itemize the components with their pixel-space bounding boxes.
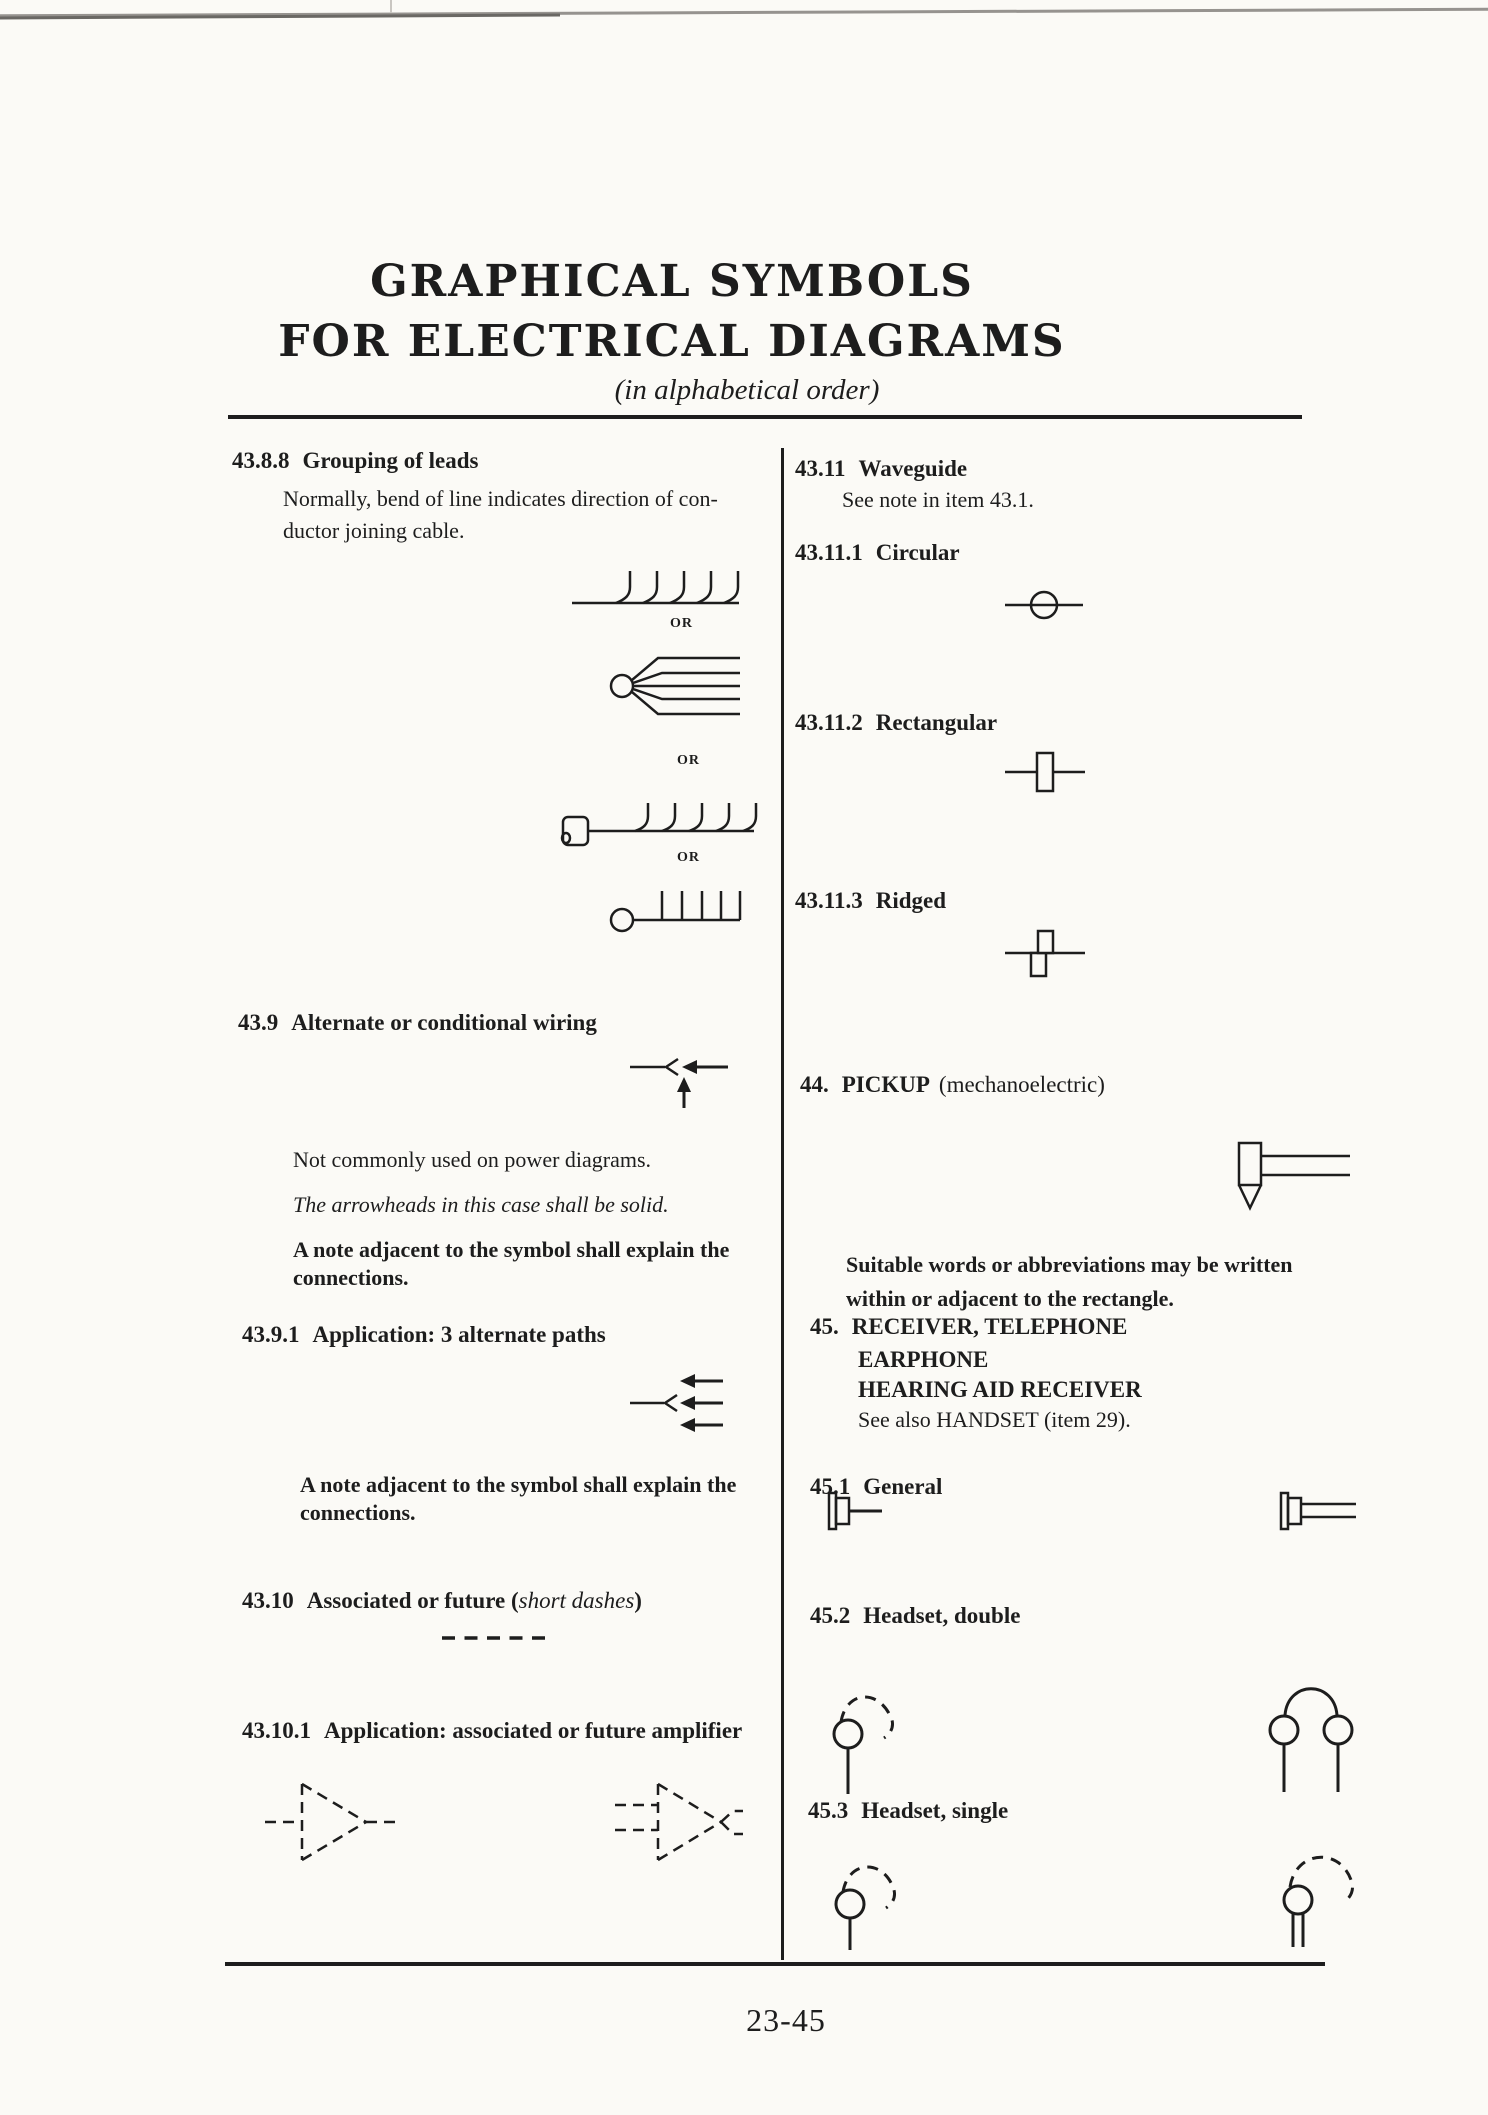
section-heading-45-2 bbox=[810, 1603, 1020, 1629]
headset-single-symbol-right bbox=[1268, 1845, 1363, 1950]
section-heading-43-11-3 bbox=[795, 888, 946, 914]
section-title: Rectangular bbox=[875, 710, 998, 735]
section-number: 43.10.1 bbox=[242, 1718, 311, 1743]
leads-bend-symbol bbox=[572, 566, 742, 606]
page-subtitle: (in alphabetical order) bbox=[614, 374, 880, 406]
waveguide-circular-symbol bbox=[1005, 586, 1083, 624]
section-title: RECEIVER, TELEPHONE bbox=[851, 1314, 1128, 1339]
section-body-line: ductor joining cable. bbox=[283, 518, 465, 543]
section-title: Headset, single bbox=[861, 1798, 1009, 1823]
note-text-bold: within or adjacent to the rectangle. bbox=[846, 1286, 1174, 1311]
section-number: 43.10 bbox=[242, 1588, 294, 1613]
section-number: 44. bbox=[800, 1072, 829, 1097]
section-number: 43.11.3 bbox=[795, 888, 863, 913]
section-number: 45.3 bbox=[808, 1798, 849, 1823]
section-heading-43-11-2 bbox=[795, 710, 997, 736]
note-text-bold: connections. bbox=[300, 1500, 416, 1525]
page-number: 23-45 bbox=[746, 2002, 826, 2038]
section-note: See also HANDSET (item 29). bbox=[858, 1407, 1131, 1432]
section-heading-43-10-1 bbox=[242, 1718, 742, 1744]
headset-double-symbol-left bbox=[828, 1676, 908, 1796]
note-text-italic: The arrowheads in this case shall be solid. bbox=[293, 1192, 669, 1217]
section-number: 43.11 bbox=[795, 456, 846, 481]
section-heading-43-9 bbox=[238, 1010, 597, 1036]
page-title-line2: FOR ELECTRICAL DIAGRAMS bbox=[278, 316, 1066, 367]
section-number: 45. bbox=[810, 1314, 839, 1339]
section-number: 43.8.8 bbox=[232, 448, 290, 473]
section-title: Ridged bbox=[875, 888, 947, 913]
section-number: 43.11.1 bbox=[795, 540, 863, 565]
section-title: Alternate or conditional wiring bbox=[291, 1010, 597, 1035]
section-title: Application: 3 alternate paths bbox=[312, 1322, 606, 1347]
receiver-general-symbol-right bbox=[1280, 1492, 1358, 1530]
three-alternate-paths-symbol bbox=[630, 1372, 725, 1434]
or-label: OR bbox=[670, 616, 693, 631]
section-title-paren: (mechanoelectric) bbox=[938, 1072, 1105, 1097]
section-title: ) bbox=[634, 1588, 642, 1613]
page-title: GRAPHICAL SYMBOLS bbox=[370, 256, 974, 307]
section-number: 43.9 bbox=[238, 1010, 279, 1035]
section-note: See note in item 43.1. bbox=[842, 487, 1034, 512]
section-title: General bbox=[863, 1474, 943, 1499]
section-heading-44 bbox=[800, 1072, 1105, 1098]
section-heading-43-10 bbox=[242, 1588, 642, 1614]
or-label: OR bbox=[677, 850, 700, 865]
note-text-bold: connections. bbox=[293, 1265, 409, 1290]
section-heading-45-line3: HEARING AID RECEIVER bbox=[858, 1377, 1142, 1402]
note-text-bold: Suitable words or abbreviations may be written bbox=[846, 1252, 1293, 1277]
waveguide-ridged-symbol bbox=[1005, 930, 1085, 978]
or-label: OR bbox=[677, 753, 700, 768]
section-title: Application: associated or future amplifier bbox=[324, 1718, 743, 1743]
section-number: 45.1 bbox=[810, 1474, 851, 1499]
section-heading-43-11 bbox=[795, 456, 967, 482]
section-heading-45-3 bbox=[808, 1798, 1008, 1824]
cable-fanout-symbol bbox=[610, 645, 742, 727]
future-amplifier-symbol-single-input bbox=[265, 1780, 400, 1865]
waveguide-rectangular-symbol bbox=[1005, 752, 1085, 792]
note-text: Not commonly used on power diagrams. bbox=[293, 1147, 652, 1172]
section-title: Associated or future ( bbox=[306, 1588, 519, 1613]
section-title: Waveguide bbox=[858, 456, 968, 481]
section-title: PICKUP bbox=[841, 1072, 930, 1097]
section-title: Grouping of leads bbox=[302, 448, 479, 473]
cable-circle-ticks-symbol bbox=[610, 886, 742, 933]
footer-rule bbox=[225, 1962, 1325, 1966]
section-heading-45 bbox=[810, 1314, 1127, 1340]
headset-double-symbol-right bbox=[1258, 1670, 1368, 1795]
section-title: Circular bbox=[875, 540, 960, 565]
cable-box-leads-symbol bbox=[560, 800, 758, 850]
section-heading-45-line2: EARPHONE bbox=[858, 1347, 989, 1372]
short-dashes-symbol bbox=[442, 1634, 546, 1642]
alternate-wiring-symbol bbox=[630, 1052, 730, 1110]
section-number: 43.11.2 bbox=[795, 710, 863, 735]
section-number: 43.9.1 bbox=[242, 1322, 300, 1347]
headset-single-symbol-left bbox=[828, 1852, 908, 1952]
pickup-symbol bbox=[1238, 1142, 1353, 1212]
note-text-bold: A note adjacent to the symbol shall explain the bbox=[300, 1472, 737, 1497]
section-heading-43-11-1 bbox=[795, 540, 960, 566]
section-title: Headset, double bbox=[863, 1603, 1021, 1628]
title-rule bbox=[228, 415, 1302, 419]
section-heading-43-8-8 bbox=[232, 448, 478, 474]
column-divider bbox=[781, 448, 784, 1960]
future-amplifier-symbol-double-input bbox=[615, 1780, 745, 1865]
note-text-bold: A note adjacent to the symbol shall explain the bbox=[293, 1237, 730, 1262]
section-heading-43-9-1 bbox=[242, 1322, 606, 1348]
scan-artifact-tick bbox=[390, 0, 392, 13]
section-body-line: Normally, bend of line indicates direction of con- bbox=[283, 486, 718, 511]
section-number: 45.2 bbox=[810, 1603, 851, 1628]
section-title-italic: short dashes bbox=[518, 1588, 635, 1613]
receiver-general-symbol-left bbox=[828, 1492, 884, 1530]
